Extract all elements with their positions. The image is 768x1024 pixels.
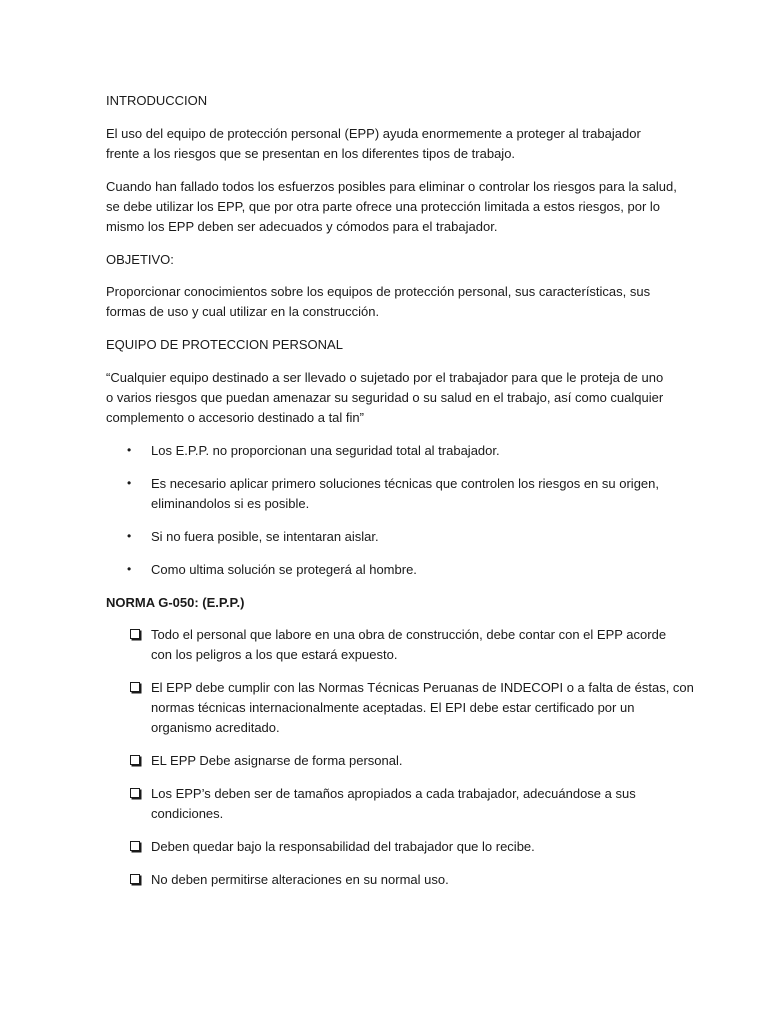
norma-item: No deben permitirse alteraciones en su normal uso. <box>151 872 449 887</box>
norma-item: organismo acreditado. <box>151 720 280 735</box>
bullet-icon: • <box>127 562 132 576</box>
norma-item: Todo el personal que labore en una obra de construcción, debe contar con el EPP acorde <box>151 627 667 642</box>
norma-item: normas técnicas internacionalmente aceptadas. El EPI debe estar certificado por un <box>151 700 635 715</box>
bullet-item: Como ultima solución se protegerá al hombre. <box>151 562 417 577</box>
intro-paragraph-2-line: se debe utilizar los EPP, que por otra parte ofrece una protección limitada a estos riesgos, por lo <box>106 199 661 214</box>
checkbox-bullet-icon <box>130 788 140 798</box>
definition-quote-line: “Cualquier equipo destinado a ser llevado o sujetado por el trabajador para que le proteja de uno <box>106 370 664 385</box>
bullet-icon: • <box>127 443 132 457</box>
intro-paragraph-2-line: mismo los EPP deben ser adecuados y cómodos para el trabajador. <box>106 219 498 234</box>
heading-objetivo: OBJETIVO: <box>106 252 174 267</box>
objetivo-paragraph-line: Proporcionar conocimientos sobre los equipos de protección personal, sus características, sus <box>106 284 651 299</box>
bullet-item: Los E.P.P. no proporcionan una seguridad total al trabajador. <box>151 443 500 458</box>
objetivo-paragraph-line: formas de uso y cual utilizar en la construcción. <box>106 304 380 319</box>
definition-quote-line: complemento o accesorio destinado a tal fin” <box>106 410 364 425</box>
heading-equipo-proteccion: EQUIPO DE PROTECCION PERSONAL <box>106 337 343 352</box>
norma-item: EL EPP Debe asignarse de forma personal. <box>151 753 403 768</box>
bullet-item: Es necesario aplicar primero soluciones técnicas que controlen los riesgos en su origen, <box>151 476 659 491</box>
norma-item: El EPP debe cumplir con las Normas Técnicas Peruanas de INDECOPI o a falta de éstas, con <box>151 680 694 695</box>
heading-norma-g050: NORMA G-050: (E.P.P.) <box>106 595 245 610</box>
checkbox-bullet-icon <box>130 841 140 851</box>
bullet-icon: • <box>127 476 132 490</box>
definition-quote-line: o varios riesgos que puedan amenazar su seguridad o su salud en el trabajo, así como cualquier <box>106 390 664 405</box>
norma-item: con los peligros a los que estará expuesto. <box>151 647 398 662</box>
checkbox-bullet-icon <box>130 755 140 765</box>
checkbox-bullet-icon <box>130 682 140 692</box>
checkbox-bullet-icon <box>130 874 140 884</box>
norma-item: Deben quedar bajo la responsabilidad del trabajador que lo recibe. <box>151 839 535 854</box>
bullet-item: Si no fuera posible, se intentaran aislar. <box>151 529 379 544</box>
bullet-item: eliminandolos si es posible. <box>151 496 310 511</box>
norma-item: condiciones. <box>151 806 224 821</box>
intro-paragraph-1-line: frente a los riesgos que se presentan en los diferentes tipos de trabajo. <box>106 146 516 161</box>
intro-paragraph-2-line: Cuando han fallado todos los esfuerzos posibles para eliminar o controlar los riesgos para la salud, <box>106 179 677 194</box>
intro-paragraph-1-line: El uso del equipo de protección personal (EPP) ayuda enormemente a proteger al trabajador <box>106 126 641 141</box>
bullet-icon: • <box>127 529 132 543</box>
checkbox-bullet-icon <box>130 629 140 639</box>
heading-introduccion: INTRODUCCION <box>106 93 208 108</box>
norma-item: Los EPP’s deben ser de tamaños apropiados a cada trabajador, adecuándose a sus <box>151 786 636 801</box>
